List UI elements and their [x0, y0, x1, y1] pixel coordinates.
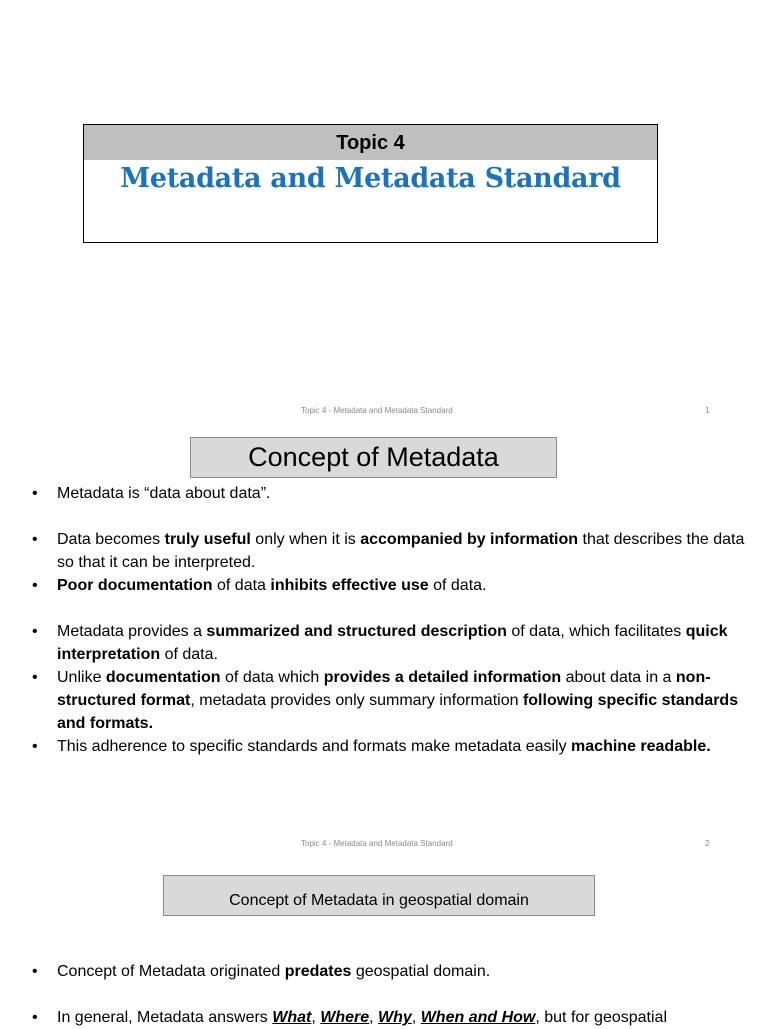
text-run: Unlike	[57, 669, 106, 686]
text-run: This adherence to specific standards and formats make metadata easily	[57, 738, 572, 755]
bullet-list	[30, 960, 755, 1029]
page-number: 2	[705, 839, 710, 848]
text-run: of data, which facilitates	[506, 623, 686, 640]
bullet-text	[57, 623, 728, 663]
section-heading: Concept of Metadata	[190, 437, 557, 478]
text-run: Metadata is “data about data”.	[57, 485, 271, 502]
text-run: ,	[369, 1009, 379, 1026]
text-run: Poor documentation	[57, 577, 213, 594]
slide-footer-text: Topic 4 - Metadata and Metadata Standard	[301, 406, 453, 415]
bullet-marker: •	[32, 623, 38, 640]
bullet-item	[30, 620, 755, 666]
title-box	[83, 124, 658, 243]
text-run: What	[272, 1009, 312, 1026]
bullet-item	[30, 574, 755, 597]
text-run: predates	[284, 963, 352, 980]
text-run: Concept of Metadata originated	[57, 963, 285, 980]
text-run: following specific standards and formats.	[57, 692, 739, 732]
text-run: Where	[320, 1009, 370, 1026]
bullet-text	[57, 531, 744, 571]
text-run: provides a detailed information	[323, 669, 562, 686]
text-run: , but for geospatial	[535, 1009, 667, 1026]
text-run: that describes the data so that it can be interpreted.	[57, 531, 745, 571]
text-run: When and How	[420, 1009, 536, 1026]
text-run: about data in a	[561, 669, 676, 686]
bullet-text	[57, 669, 738, 732]
text-run: only when it is	[250, 531, 361, 548]
text-run: non-structured format	[57, 669, 711, 709]
text-run: of data	[212, 577, 271, 594]
bullet-item	[30, 960, 755, 983]
text-run: ,	[311, 1009, 321, 1026]
topic-label: Topic 4	[84, 125, 657, 160]
text-run: ,	[411, 1009, 421, 1026]
bullet-text	[57, 485, 270, 502]
bullet-item	[30, 1006, 755, 1029]
bullet-text	[57, 738, 711, 755]
text-run: machine readable.	[571, 738, 711, 755]
text-run: documentation	[105, 669, 221, 686]
slide-footer-text: Topic 4 - Metadata and Metadata Standard	[301, 839, 453, 848]
bullet-list	[30, 482, 755, 758]
bullet-text	[57, 577, 486, 594]
bullet-item	[30, 735, 755, 758]
text-run: In general, Metadata answers	[57, 1009, 273, 1026]
text-run: accompanied by information	[360, 531, 579, 548]
bullet-item	[30, 666, 755, 735]
section-heading: Concept of Metadata in geospatial domain	[163, 875, 595, 916]
text-run: geospatial domain.	[351, 963, 491, 980]
text-run: truly useful	[164, 531, 251, 548]
text-run: of data.	[160, 646, 218, 663]
bullet-marker: •	[32, 963, 38, 980]
bullet-item	[30, 482, 755, 505]
text-run: of data which	[220, 669, 324, 686]
bullet-marker: •	[32, 485, 38, 502]
bullet-text	[57, 963, 490, 980]
page-number: 1	[705, 406, 710, 415]
text-run: summarized and structured description	[206, 623, 507, 640]
slide-title: Metadata and Metadata Standard	[120, 163, 621, 194]
bullet-marker: •	[32, 669, 38, 686]
text-run: of data.	[428, 577, 487, 594]
text-run: inhibits effective use	[270, 577, 429, 594]
text-run: quick interpretation	[57, 623, 728, 663]
text-run: , metadata provides only summary information	[190, 692, 523, 709]
bullet-marker: •	[32, 577, 38, 594]
text-run: Why	[378, 1009, 412, 1026]
bullet-marker: •	[32, 531, 38, 548]
text-run: Metadata provides a	[57, 623, 207, 640]
text-run: Data becomes	[57, 531, 165, 548]
bullet-text	[57, 1009, 667, 1026]
bullet-item	[30, 528, 755, 574]
bullet-marker: •	[32, 738, 38, 755]
bullet-marker: •	[32, 1009, 38, 1026]
